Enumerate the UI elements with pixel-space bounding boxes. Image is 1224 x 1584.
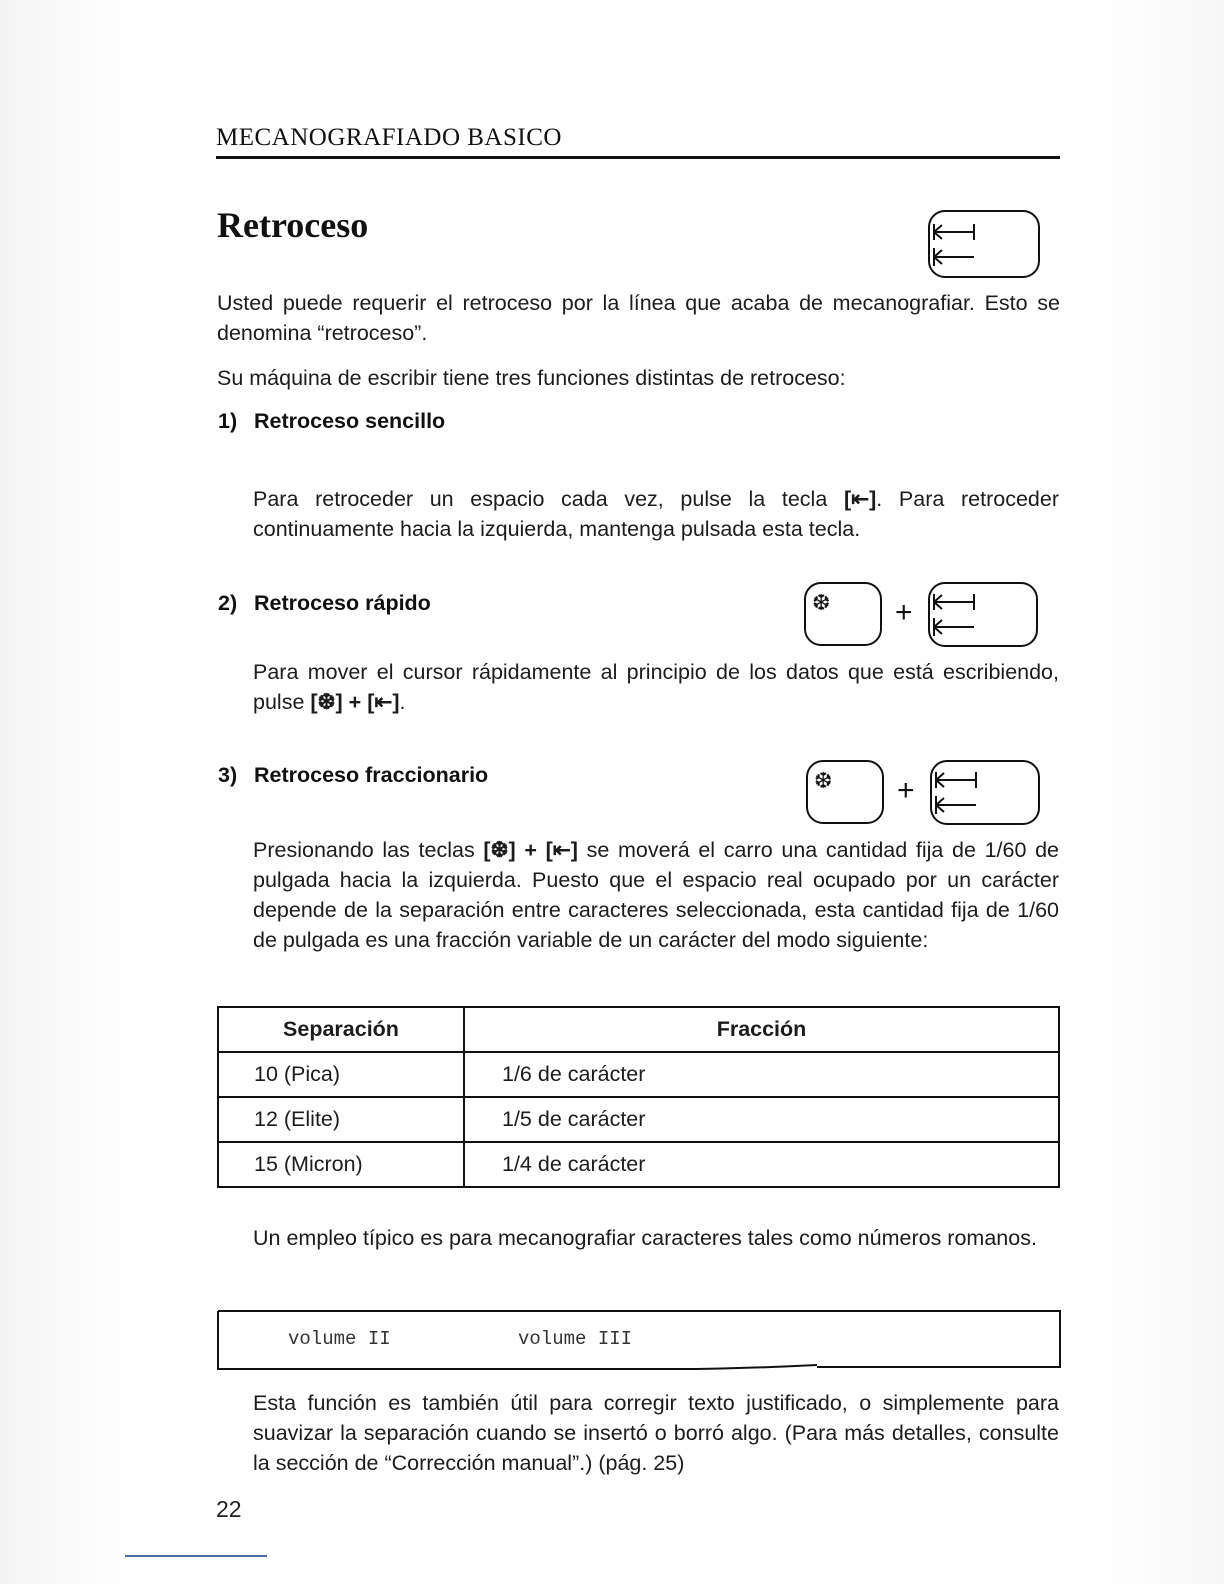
table-row: [218, 1142, 1059, 1187]
section-title: Retroceso: [217, 205, 369, 245]
running-header: MECANOGRAFIADO BASICO: [216, 124, 562, 151]
item-2-text-before: Para mover el cursor rápidamente al principio de los datos que está escribiendo, pulse: [253, 660, 1059, 714]
backspace-key-icon: [928, 210, 1040, 280]
closing-paragraph: Esta función es también útil para corregir texto justificado, o simplemente para suavizar la separación cuando se insertó o borró algo. (Para más detalles, consulte la sección de “Corrección manual”.) (pág. 25): [253, 1391, 1059, 1475]
item-1-text-before: Para retroceder un espacio cada vez, pulse la tecla: [253, 487, 844, 511]
intro-paragraph-1: Usted puede requerir el retroceso por la línea que acaba de mecanografiar. Esto se denomina “retroceso”.: [217, 291, 1060, 345]
table-header-row: [218, 1007, 1059, 1052]
item-1-text: [253, 484, 1059, 544]
item-1-title: Retroceso sencillo: [254, 409, 446, 433]
example-text-volume-ii: volume II: [288, 1328, 391, 1350]
footer-line: [125, 1555, 267, 1557]
svg-text:❆: ❆: [812, 591, 831, 616]
table-cell: 15 (Micron): [218, 1142, 464, 1187]
item-1-number: 1): [218, 409, 238, 433]
item-1-key-ref: [⇤]: [843, 487, 877, 511]
item-3-text-after: se moverá el carro una cantidad fija de 1/60 de pulgada hacia la izquierda. Puesto que el espacio real ocupado por un carácter depende de la separación entre caracteres seleccionada, esta cantidad fija de 1/60 de pulgada es una fracción variable de un carácter del modo siguiente:: [253, 838, 1060, 952]
table-header-separacion: Separación: [218, 1007, 464, 1052]
example-box: [217, 1311, 1059, 1369]
item-3-title: Retroceso fraccionario: [254, 763, 489, 787]
item-2-text: [253, 657, 1059, 717]
item-3-key-ref: [❆] + [⇤]: [483, 838, 578, 862]
code-key-icon: [806, 760, 884, 824]
after-table-paragraph: Un empleo típico es para mecanografiar caracteres tales como números romanos.: [253, 1226, 1037, 1250]
table-cell: 1/6 de carácter: [464, 1052, 1059, 1097]
table-cell: 1/4 de carácter: [464, 1142, 1059, 1187]
example-text-volume-iii: volume III: [518, 1328, 633, 1350]
svg-text:❆: ❆: [814, 769, 833, 794]
item-3-number: 3): [218, 763, 238, 787]
item-2-heading: [218, 591, 431, 616]
item-2-number: 2): [218, 591, 238, 615]
item-3-text-before: Presionando las teclas: [253, 838, 484, 862]
item-2-title: Retroceso rápido: [254, 591, 431, 615]
table-cell: 12 (Elite): [218, 1097, 464, 1142]
backspace-key-icon: [930, 760, 1040, 826]
item-2-text-after: .: [399, 690, 406, 714]
table-header-fraccion: Fracción: [464, 1007, 1059, 1052]
item-2-key-ref: [❆] + [⇤]: [310, 690, 400, 714]
table-row: [218, 1052, 1059, 1097]
table-row: [218, 1097, 1059, 1142]
page-number: 22: [216, 1496, 242, 1522]
item-1-text-after: . Para retroceder continuamente hacia la izquierda, mantenga pulsada esta tecla.: [253, 487, 1059, 541]
table-cell: 1/5 de carácter: [464, 1097, 1059, 1142]
table-cell: 10 (Pica): [218, 1052, 464, 1097]
code-key-icon: [804, 582, 882, 646]
fraction-table: [217, 1006, 1060, 1188]
item-3-text: [253, 835, 1059, 955]
item-1-heading: [218, 409, 445, 434]
item-3-heading: [218, 763, 488, 788]
plus-sign: +: [895, 596, 913, 629]
header-rule: [216, 156, 1060, 159]
backspace-key-icon: [928, 582, 1038, 648]
intro-paragraph-2: Su máquina de escribir tiene tres funciones distintas de retroceso:: [217, 366, 846, 390]
plus-sign: +: [897, 774, 915, 807]
